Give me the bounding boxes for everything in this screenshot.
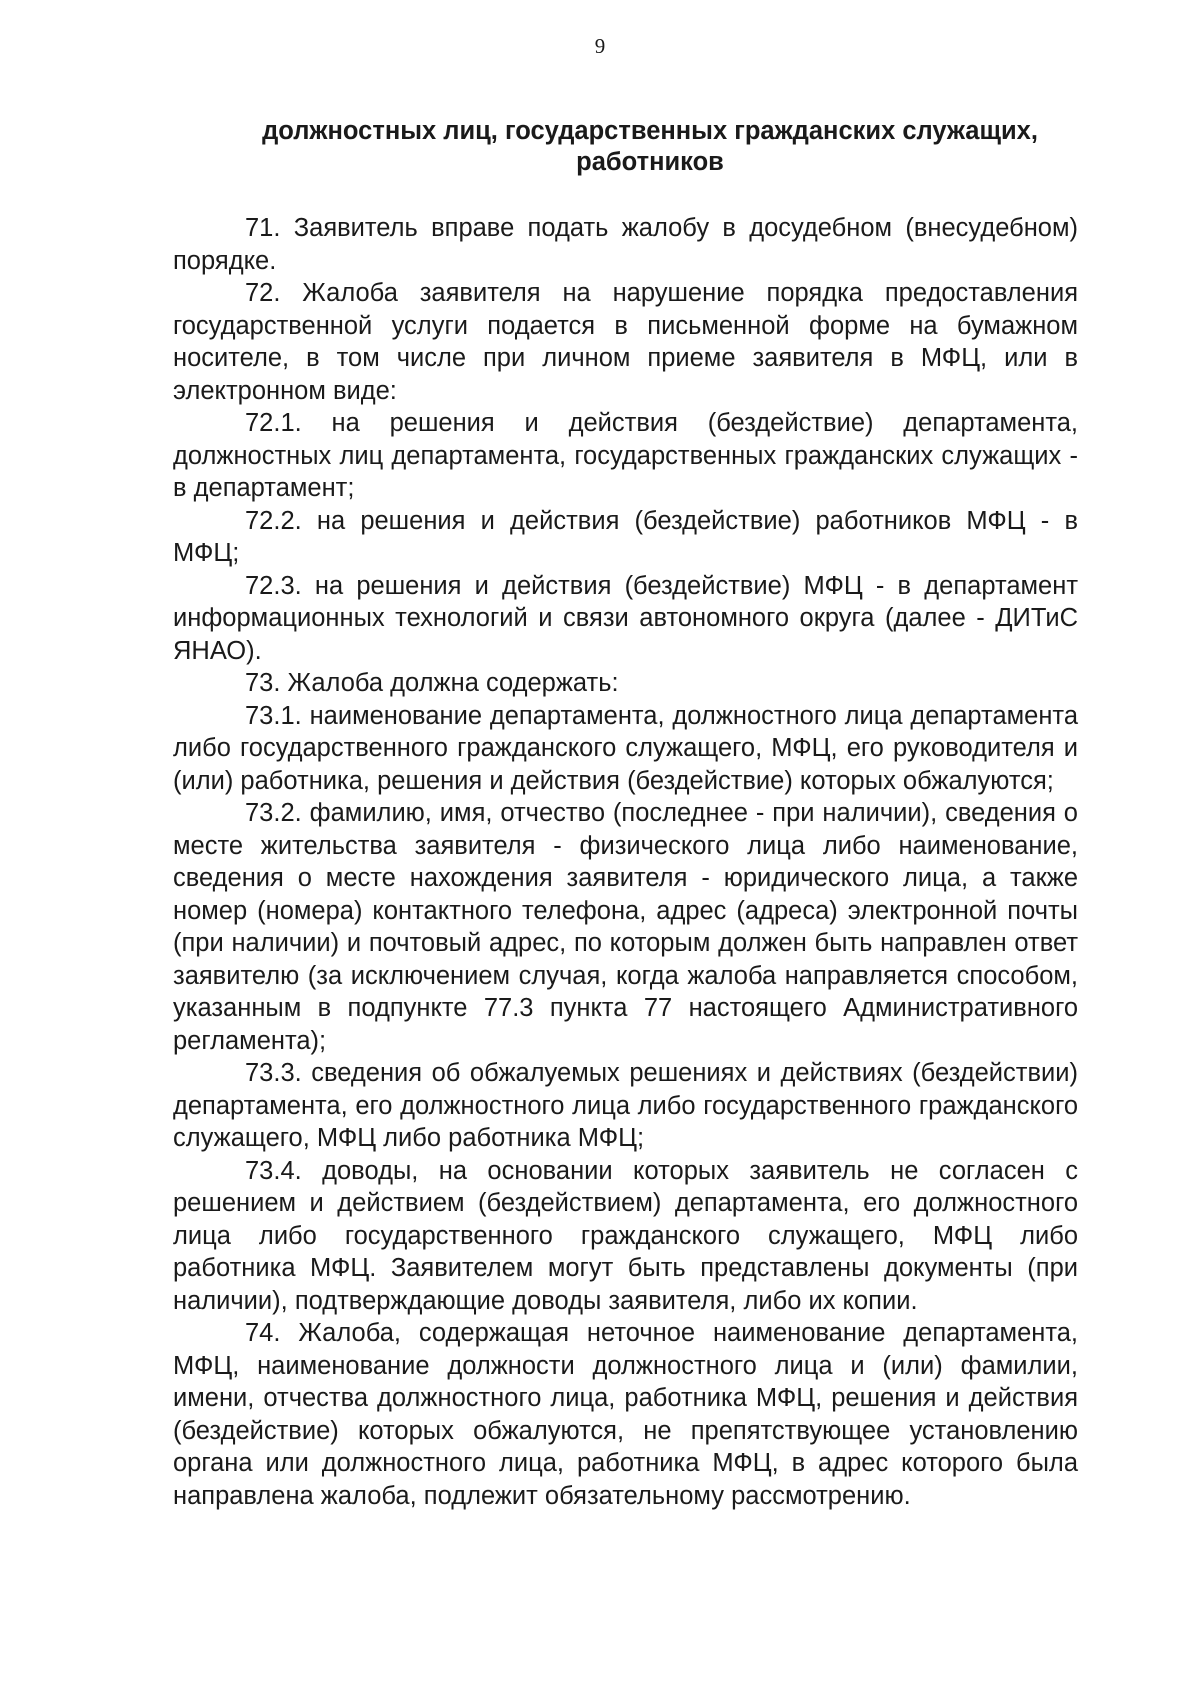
- paragraph-72-3: 72.3. на решения и действия (бездействие) МФЦ - в департамент информационных технологий и связи автономного округа (далее - ДИТиС ЯНАО).: [173, 571, 1078, 665]
- paragraph-73-1: 73.1. наименование департамента, должностного лица департамента либо государственного гражданского служащего, МФЦ, его руководителя и (или) работника, решения и действия (бездействие) которых обжалуются;: [173, 701, 1078, 795]
- document-body: [173, 212, 1078, 1512]
- paragraph-72: 72. Жалоба заявителя на нарушение порядка предоставления государственной услуги подается в письменной форме на бумажном носителе, в том числе при личном приеме заявителя в МФЦ, или в электронном виде:: [173, 279, 1078, 405]
- paragraph-73-2: 73.2. фамилию, имя, отчество (последнее - при наличии), сведения о месте жительства заявителя - физического лица либо наименование, сведения о месте нахождения заявителя - юридического лица, а также номер (номера) контактного телефона, адрес (адреса) электронной почты (при наличии) и почтовый адрес, по которым должен быть направлен ответ заявителю (за исключением случая, когда жалоба направляется способом, указанным в подпункте 77.3 пункта 77 настоящего Административного регламента);: [173, 799, 1078, 1055]
- paragraph-72-2: 72.2. на решения и действия (бездействие) работников МФЦ - в МФЦ;: [173, 506, 1078, 567]
- paragraph-74: 74. Жалоба, содержащая неточное наименование департамента, МФЦ, наименование должности должностного лица и (или) фамилии, имени, отчества должностного лица, работника МФЦ, решения и действия (бездействие) которых обжалуются, не препятствующее установлению органа или должностного лица, работника МФЦ, в адрес которого была направлена жалоба, подлежит обязательному рассмотрению.: [173, 1319, 1078, 1510]
- paragraph-73-3: 73.3. сведения об обжалуемых решениях и действиях (бездействии) департамента, его должностного лица либо государственного гражданского служащего, МФЦ либо работника МФЦ;: [173, 1059, 1078, 1152]
- paragraph-73: 73. Жалоба должна содержать:: [245, 669, 619, 697]
- section-heading: должностных лиц, государственных гражданских служащих, работников: [262, 117, 1038, 176]
- page-number: 9: [594, 34, 606, 58]
- paragraph-73-4: 73.4. доводы, на основании которых заявитель не согласен с решением и действием (бездействием) департамента, его должностного лица либо государственного гражданского служащего, МФЦ либо работника МФЦ. Заявителем могут быть представлены документы (при наличии), подтверждающие доводы заявителя, либо их копии.: [173, 1156, 1078, 1315]
- paragraph-72-1: 72.1. на решения и действия (бездействие) департамента, должностных лиц департамента, государственных гражданских служащих - в департамент;: [173, 409, 1078, 502]
- paragraph-71: 71. Заявитель вправе подать жалобу в досудебном (внесудебном) порядке.: [173, 214, 1078, 275]
